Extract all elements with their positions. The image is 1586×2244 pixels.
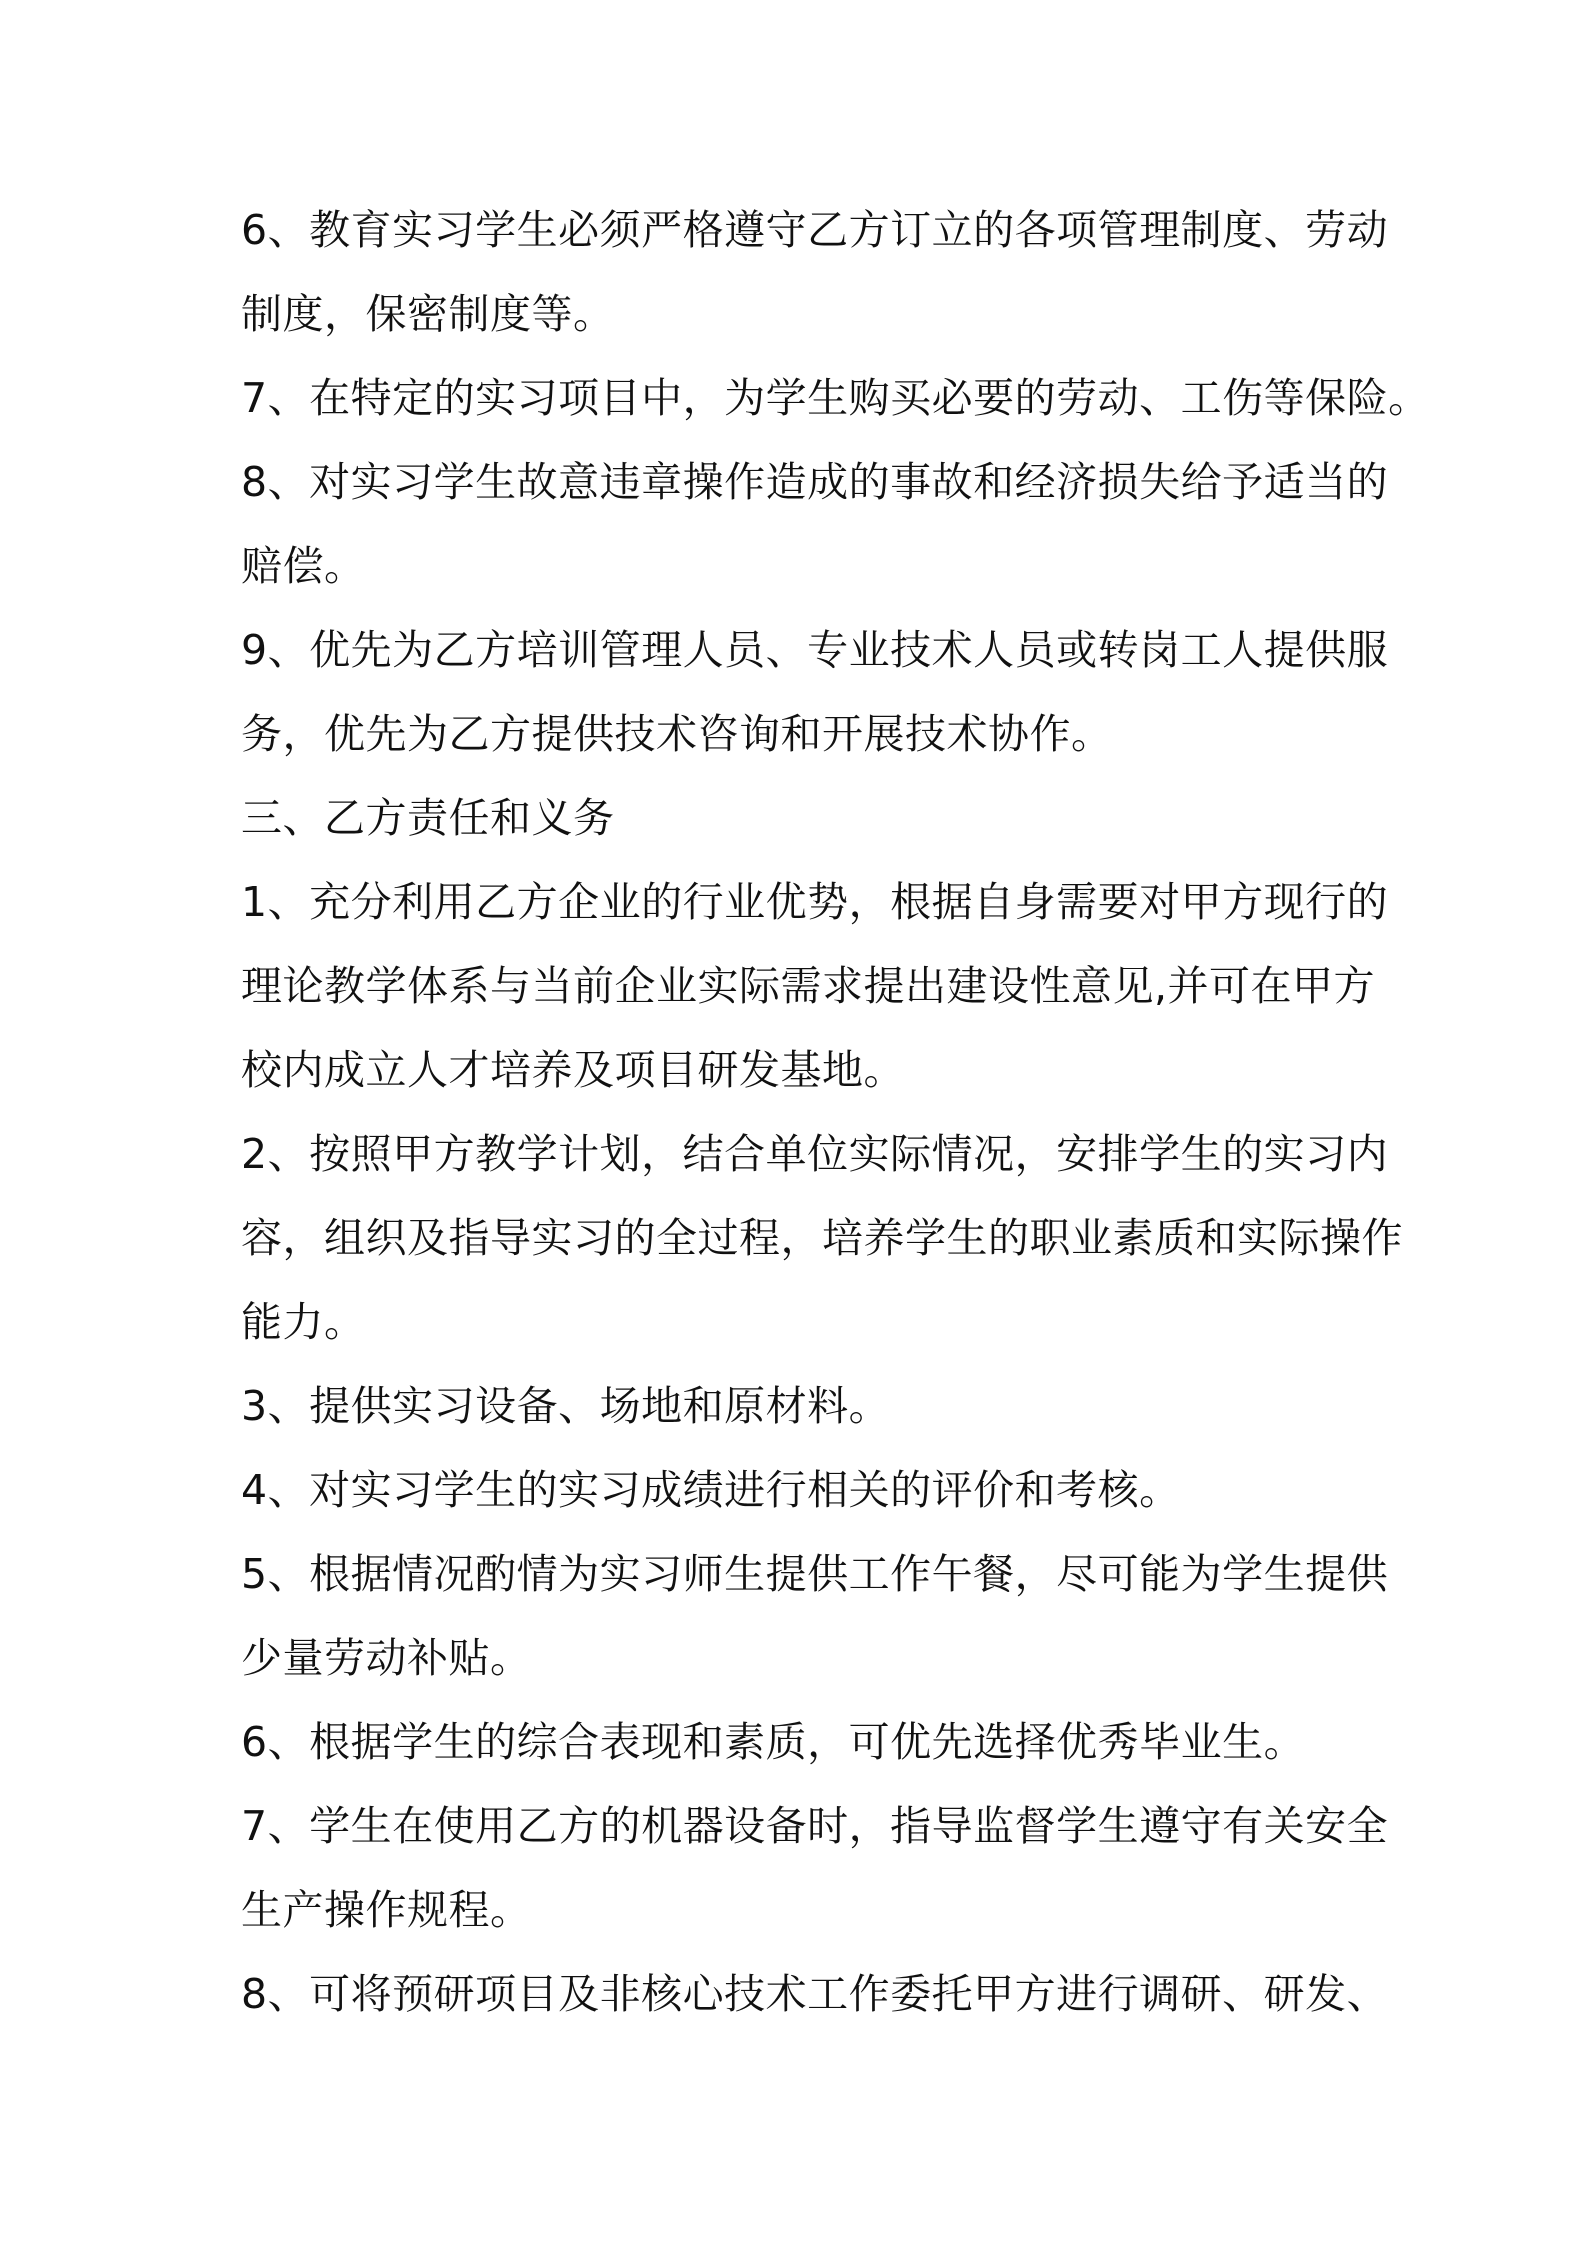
text-line-b5-part2: 少量劳动补贴。 <box>241 1634 532 1682</box>
text-line-b3: 3、提供实习设备、场地和原材料。 <box>241 1382 891 1430</box>
text-line-b6: 6、根据学生的综合表现和素质，可优先选择优秀毕业生。 <box>241 1718 1306 1766</box>
text-line-item9-part2: 务，优先为乙方提供技术咨询和开展技术协作。 <box>241 710 1113 758</box>
document-body <box>241 188 1430 2036</box>
text-line-b4: 4、对实习学生的实习成绩进行相关的评价和考核。 <box>241 1466 1181 1514</box>
text-line-item8-part2: 赔偿。 <box>241 542 366 590</box>
text-line-b7-part1: 7、学生在使用乙方的机器设备时，指导监督学生遵守有关安全 <box>241 1802 1389 1850</box>
text-line-item9-part1: 9、优先为乙方培训管理人员、专业技术人员或转岗工人提供服 <box>241 626 1389 674</box>
text-line-item7: 7、在特定的实习项目中，为学生购买必要的劳动、工伤等保险。 <box>241 374 1430 422</box>
text-line-b1-part2: 理论教学体系与当前企业实际需求提出建设性意见,并可在甲方 <box>241 962 1376 1010</box>
text-line-b2-part2: 容，组织及指导实习的全过程，培养学生的职业素质和实际操作 <box>241 1214 1403 1262</box>
text-line-item6-part2: 制度，保密制度等。 <box>241 290 615 338</box>
text-line-b5-part1: 5、根据情况酌情为实习师生提供工作午餐，尽可能为学生提供 <box>241 1550 1389 1598</box>
text-line-b7-part2: 生产操作规程。 <box>241 1886 532 1934</box>
text-line-b2-part1: 2、按照甲方教学计划，结合单位实际情况，安排学生的实习内 <box>241 1130 1389 1178</box>
text-line-item8-part1: 8、对实习学生故意违章操作造成的事故和经济损失给予适当的 <box>241 458 1389 506</box>
section-heading: 三、乙方责任和义务 <box>241 794 615 842</box>
text-line-b1-part3: 校内成立人才培养及项目研发基地。 <box>241 1046 905 1094</box>
text-line-item6-part1: 6、教育实习学生必须严格遵守乙方订立的各项管理制度、劳动 <box>241 206 1389 254</box>
text-line-b2-part3: 能力。 <box>241 1298 366 1346</box>
text-line-b1-part1: 1、充分利用乙方企业的行业优势，根据自身需要对甲方现行的 <box>241 878 1389 926</box>
text-line-b8: 8、可将预研项目及非核心技术工作委托甲方进行调研、研发、 <box>241 1970 1389 2018</box>
